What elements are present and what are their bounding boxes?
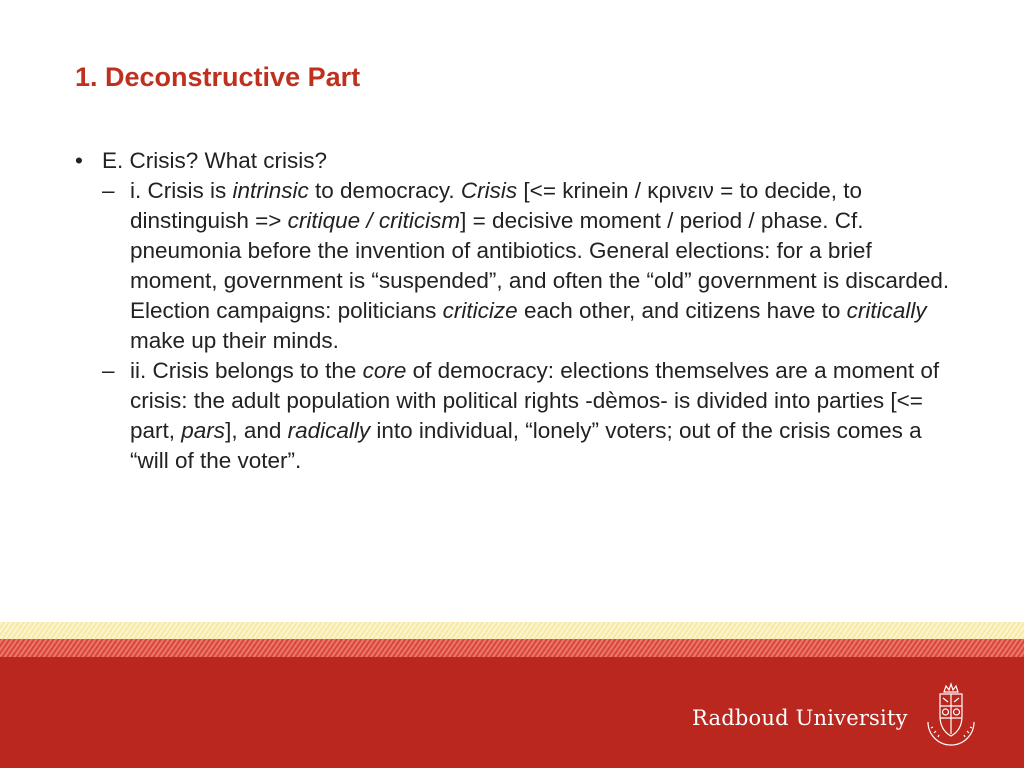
decorative-stripe-yellow — [0, 622, 1024, 639]
bullet-text: E. Crisis? What crisis? — [102, 148, 328, 173]
slide-content — [75, 146, 960, 476]
sub-item-2-text: ii. Crisis belongs to the core of democracy: elections themselves are a moment of crisis: the adult population with political rights -dèmos- is divided into parties [<= part, pars], and radically into individual, “lonely” voters; out of the crisis comes a “will of the voter”. — [130, 358, 940, 473]
university-wordmark: Radboud University — [692, 706, 908, 730]
bullet-mark: • — [75, 148, 83, 173]
dash-mark: – — [102, 178, 115, 203]
radboud-seal-icon — [922, 682, 980, 750]
bullet-item — [75, 146, 960, 476]
sub-item-1 — [102, 176, 960, 356]
sub-item-1-text: i. Crisis is intrinsic to democracy. Crisis [<= krinein / κρινειν = to decide, to dinstinguish => critique / criticism] = decisive moment / period / phase. Cf. pneumonia before the invention of antibiotics. General elections: for a brief moment, government is “suspended”, and often the “old” government is discarded. Election campaigns: politicians criticize each other, and citizens have to critically make up their minds. — [130, 178, 950, 353]
decorative-stripe-red — [0, 639, 1024, 657]
dash-mark: – — [102, 358, 115, 383]
sub-item-2 — [102, 356, 960, 476]
slide-title: 1. Deconstructive Part — [75, 62, 361, 92]
